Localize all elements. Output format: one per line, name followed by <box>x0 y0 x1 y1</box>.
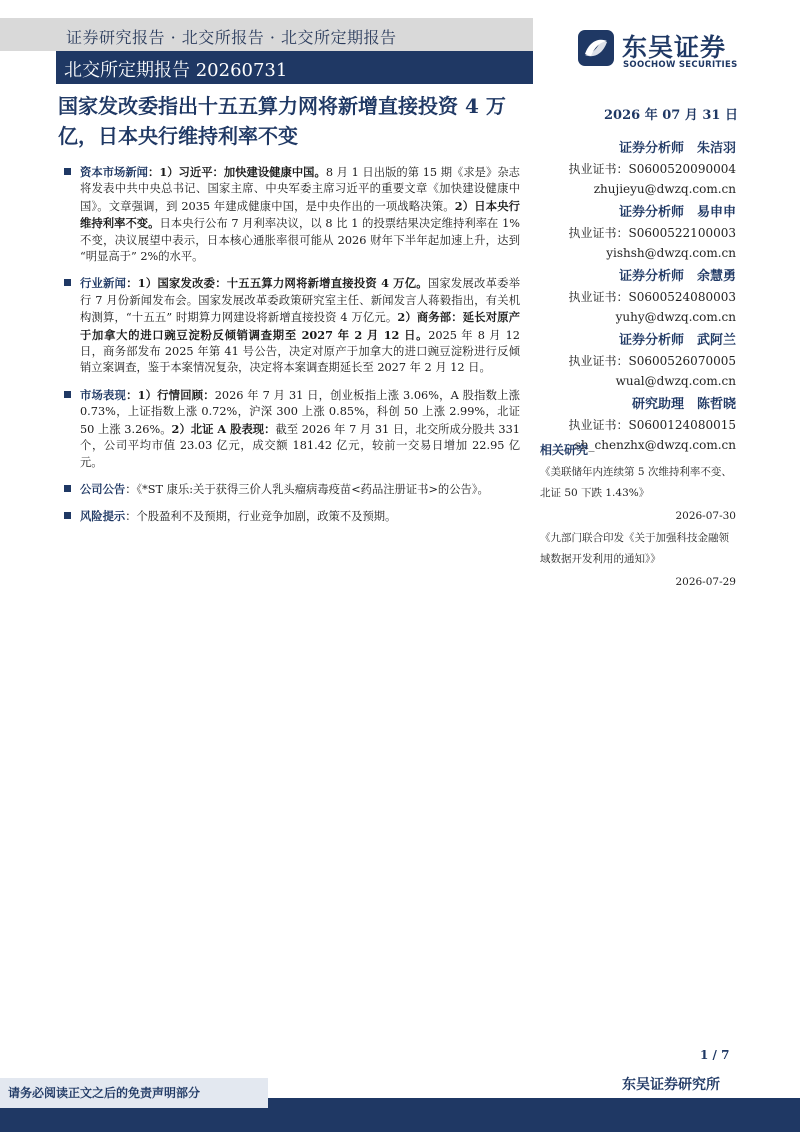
news-headline: 1）国家发改委：十五五算力网将新增直接投资 4 万亿。 <box>137 276 428 291</box>
bullet-square-icon <box>64 512 71 519</box>
analyst-list <box>540 139 736 459</box>
page-number: 1 / 7 <box>700 1048 730 1062</box>
category-banner <box>0 18 533 51</box>
brand-logo <box>576 28 746 72</box>
analyst-email[interactable]: sh_chenzhx@dwzq.com.cn <box>574 438 736 452</box>
bullet-square-icon <box>64 279 71 286</box>
news-headline: 2）商务部：延长对原产于加拿大的进口豌豆淀粉反倾销调查期至 2027 年 2 月 12 日。 <box>80 310 520 342</box>
related-research <box>540 441 736 594</box>
analyst-license: 执业证书：S0600526070005 <box>568 354 736 368</box>
disclaimer-banner <box>0 1078 268 1108</box>
news-text: 截至 2026 年 7 月 31 日，北交所成分股共 331 个，公司平均市值 23.03 亿元，成交额 181.42 亿元，较前一交易日增加 22.95 亿元。 <box>80 422 520 469</box>
bullet-risk-warning <box>64 508 520 525</box>
related-item-title[interactable]: 《九部门联合印发《关于加强科技金融领域数据开发利用的通知》》 <box>540 532 729 565</box>
news-text: ：《*ST 康乐:关于获得三价人乳头瘤病毒疫苗<药品注册证书>的公告》。 <box>125 482 489 496</box>
related-heading: 相关研究 <box>540 443 589 457</box>
bullet-square-icon <box>64 391 71 398</box>
footer-organization: 东吴证券研究所 <box>622 1077 720 1093</box>
news-text: 2025 年 8 月 12 日，商务部发布 2025 年第 41 号公告，决定对原产于加拿大的进口豌豆淀粉进行反倾销立案调查，鉴于本案情况复杂，决定将本案调查期延长至 2027 年 2 月 12 日。 <box>80 328 520 375</box>
bullet-label: 资本市场新闻 <box>80 165 148 179</box>
news-text: 日本央行公布 7 月利率决议，以 8 比 1 的投票结果决定维持利率在 1%不变，决议展望中表示，日本核心通胀率很可能从 2026 财年下半年起加速上升，达到 “明显高于” 2%的水平。 <box>80 217 520 264</box>
bullet-industry-news <box>64 275 520 376</box>
analyst-entry <box>540 203 736 263</box>
analyst-license: 执业证书：S0600522100003 <box>568 226 736 240</box>
related-item-date: 2026-07-29 <box>675 576 736 588</box>
bullet-label: 公司公告 <box>80 481 126 496</box>
bullet-capital-market-news <box>64 164 520 265</box>
related-item-title[interactable]: 《美联储年内连续第 5 次维持利率不变、北证 50 下跌 1.43%》 <box>540 466 732 499</box>
analyst-license: 执业证书：S0600124080015 <box>568 418 736 432</box>
news-headline: 1）行情回顾： <box>137 387 215 402</box>
bullet-label: 市场表现 <box>80 387 127 402</box>
bullet-square-icon <box>64 168 71 175</box>
analyst-name: 证券分析师 余慧勇 <box>618 269 736 284</box>
report-date: 2026 年 07 月 31 日 <box>604 108 738 123</box>
report-id: 北交所定期报告 20260731 <box>64 60 288 81</box>
logo-mark-icon <box>576 28 616 68</box>
analyst-name: 证券分析师 朱洁羽 <box>618 141 736 156</box>
bullet-label: 风险提示 <box>80 509 126 524</box>
analyst-name: 证券分析师 易申申 <box>618 205 736 220</box>
analyst-license: 执业证书：S0600524080003 <box>568 290 736 304</box>
news-text: 国家发展改革委举行 7 月份新闻发布会。国家发展改革委政策研究室主任、新闻发言人蒋毅指出，有关机构测算，“十五五” 时期算力网建设将新增直接投资 4 万亿元。 <box>80 277 520 325</box>
brand-name: 东吴证券 <box>622 33 727 62</box>
analyst-email[interactable]: wual@dwzq.com.cn <box>615 374 736 388</box>
news-headline: 2）北证 A 股表现： <box>171 421 276 436</box>
news-text: ：个股盈利不及预期，行业竞争加剧，政策不及预期。 <box>125 510 397 524</box>
analyst-name: 证券分析师 武阿兰 <box>618 333 736 348</box>
disclaimer-text: 请务必阅读正文之后的免责声明部分 <box>8 1086 201 1100</box>
analyst-email[interactable]: zhujieyu@dwzq.com.cn <box>593 182 736 196</box>
report-id-banner <box>56 51 533 84</box>
analyst-email[interactable]: yishsh@dwzq.com.cn <box>606 246 736 260</box>
report-category: 证券研究报告 · 北交所报告 · 北交所定期报告 <box>66 28 397 47</box>
bullet-prefix: ： <box>126 387 138 402</box>
brand-english: SOOCHOW SECURITIES <box>623 60 738 70</box>
analyst-entry <box>540 267 736 327</box>
bullet-square-icon <box>64 485 71 492</box>
related-item-date: 2026-07-30 <box>675 510 736 522</box>
bullet-prefix: ： <box>126 276 138 291</box>
news-headline: 习近平：加快建设健康中国。 <box>178 165 326 179</box>
summary-body <box>64 164 520 536</box>
bullet-prefix: ：1） <box>147 165 179 179</box>
analyst-name: 研究助理 陈哲晓 <box>631 397 736 412</box>
analyst-entry <box>540 331 736 391</box>
report-title: 国家发改委指出十五五算力网将新增直接投资 4 万亿，日本央行维持利率不变 <box>58 94 506 148</box>
analyst-entry <box>540 139 736 199</box>
analyst-license: 执业证书：S0600520090004 <box>568 162 736 176</box>
bullet-company-announcements <box>64 481 520 498</box>
news-headline: 2）日本央行维持利率不变。 <box>80 198 520 231</box>
bullet-label: 行业新闻 <box>80 276 127 291</box>
analyst-email[interactable]: yuhy@dwzq.com.cn <box>615 310 736 324</box>
bullet-market-performance <box>64 387 520 471</box>
news-text: 8 月 1 日出版的第 15 期《求是》杂志将发表中共中央总书记、国家主席、中央军委主席习近平的重要文章《加快建设健康中国》。文章强调，到 2035 年建成健康中国，是中央作出的一项战略决策。 <box>80 166 520 213</box>
news-text: 2026 年 7 月 31 日，创业板指上涨 3.06%，A 股指数上涨 0.73%，上证指数上涨 0.72%，沪深 300 上涨 0.85%，科创 50 上涨 2.99%，北证 50 上涨 3.26%。 <box>80 388 520 436</box>
